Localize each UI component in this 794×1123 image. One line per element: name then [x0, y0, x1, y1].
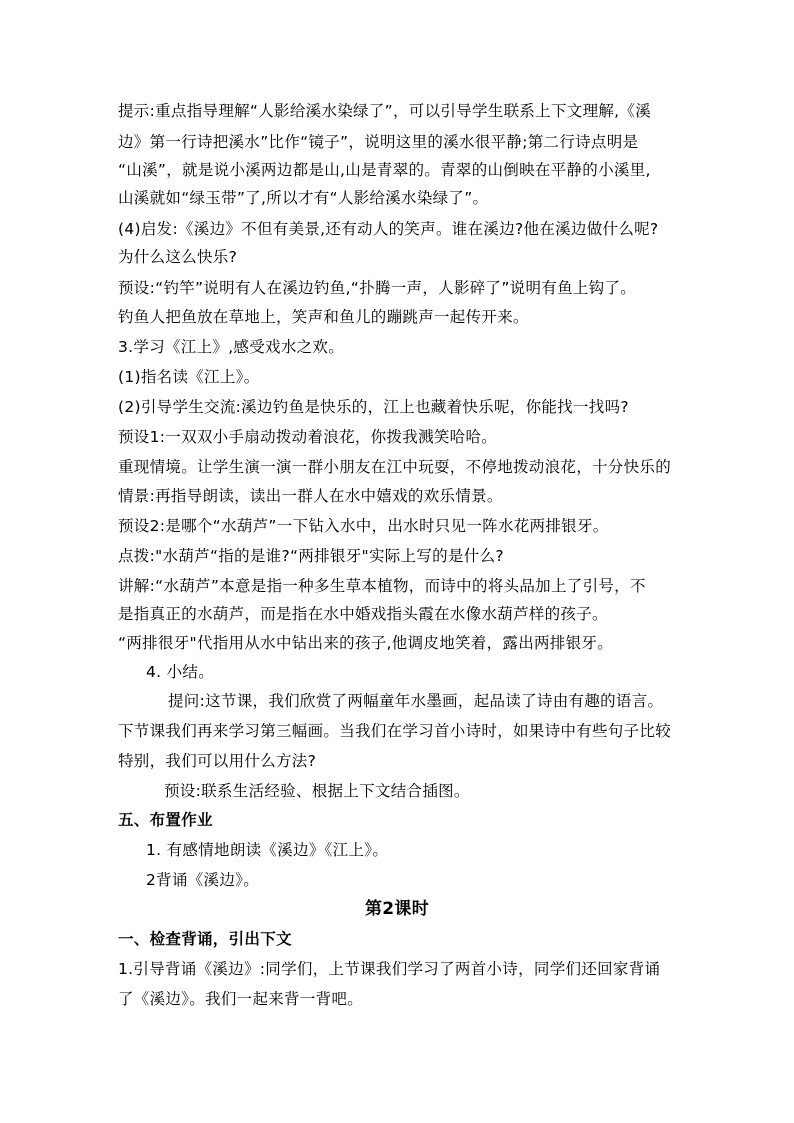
- paragraph-line: 山溪就如“绿玉带”了,所以才有“人影给溪水染绿了”。: [118, 189, 489, 207]
- paragraph-line: 预设1:一双双小手扇动拨动着浪花，你拨我溅笑哈哈。: [118, 428, 498, 446]
- list-item: 1. 有感情地朗读《溪边》《江上》。: [146, 841, 389, 859]
- paragraph-line: 提示:重点指导理解“人影给溪水染绿了”，可以引导学生联系上下文理解,《溪: [118, 102, 652, 120]
- paragraph-line: 讲解:“水葫芦”本意是指一种多生草本植物，而诗中的将头品加上了引号，不: [118, 577, 646, 595]
- paragraph-line: 是指真正的水葫芦，而是指在水中婚戏指头霞在水像水葫芦样的孩子。: [118, 605, 608, 623]
- paragraph-line: 3.学习《江上》,感受戏水之欢。: [118, 338, 345, 356]
- paragraph-line: 钓鱼人把鱼放在草地上，笑声和鱼儿的蹦跳声一起传开来。: [118, 308, 529, 326]
- paragraph-line: (2)引导学生交流:溪边钓鱼是快乐的，江上也藏着快乐呢，你能找一找吗?: [118, 398, 629, 416]
- lesson-title: 第2课时: [364, 899, 430, 919]
- paragraph-line: (4)启发:《溪边》不但有美景,还有动人的笑声。谁在溪边?他在溪边做什么呢?: [118, 220, 659, 238]
- paragraph-line: (1)指名读《江上》。: [118, 368, 260, 386]
- section-heading: 一、检查背诵，引出下文: [118, 930, 292, 948]
- paragraph-line: “两排很牙"代指用从水中钻出来的孩子,他调皮地笑着，露出两排银牙。: [118, 634, 613, 652]
- paragraph-line: “山溪”，就是说小溪两边都是山,山是青翠的。青翠的山倒映在平静的小溪里,: [118, 161, 651, 179]
- paragraph-line: 重现情境。让学生演一演一群小朋友在江中玩耍，不停地拨动浪花，十分快乐的: [118, 458, 672, 476]
- summary-heading: 4. 小结。: [146, 663, 215, 681]
- paragraph-line: 提问:这节课，我们欣赏了两幅童年水墨画，起品读了诗由有趣的语言。: [168, 692, 664, 710]
- paragraph-line: 1.引导背诵《溪边》:同学们，上节课我们学习了两首小诗，同学们还回家背诵: [118, 960, 661, 978]
- paragraph-line: 情景:再指导朗读，读出一群人在水中嬉戏的欢乐情景。: [118, 487, 503, 505]
- paragraph-line: 预设:联系生活经验、根据上下文结合插图。: [164, 782, 470, 800]
- paragraph-line: 为什么这么快乐?: [118, 248, 238, 266]
- list-item: 2背诵《溪边》。: [146, 871, 260, 889]
- paragraph-line: 特别，我们可以用什么方法?: [118, 752, 317, 770]
- paragraph-line: 预设:“钓竿”说明有人在溪边钓鱼,“扑腾一声，人影碎了”说明有鱼上钩了。: [118, 279, 637, 297]
- paragraph-line: 点拨:"水葫芦“指的是谁?“两排银牙"实际上写的是什么?: [118, 547, 504, 565]
- section-heading: 五、布置作业: [118, 811, 213, 829]
- paragraph-line: 边》第一行诗把溪水”比作“镜子”，说明这里的溪水很平静;第二行诗点明是: [118, 133, 639, 151]
- paragraph-line: 预设2:是哪个“水葫芦”一下钻入水中，出水时只见一阵水花两排银牙。: [118, 517, 609, 535]
- paragraph-line: 下节课我们再来学习第三幅画。当我们在学习首小诗时，如果诗中有些句子比较: [118, 722, 672, 740]
- paragraph-line: 了《溪边》。我们一起来背一背吧。: [118, 990, 364, 1008]
